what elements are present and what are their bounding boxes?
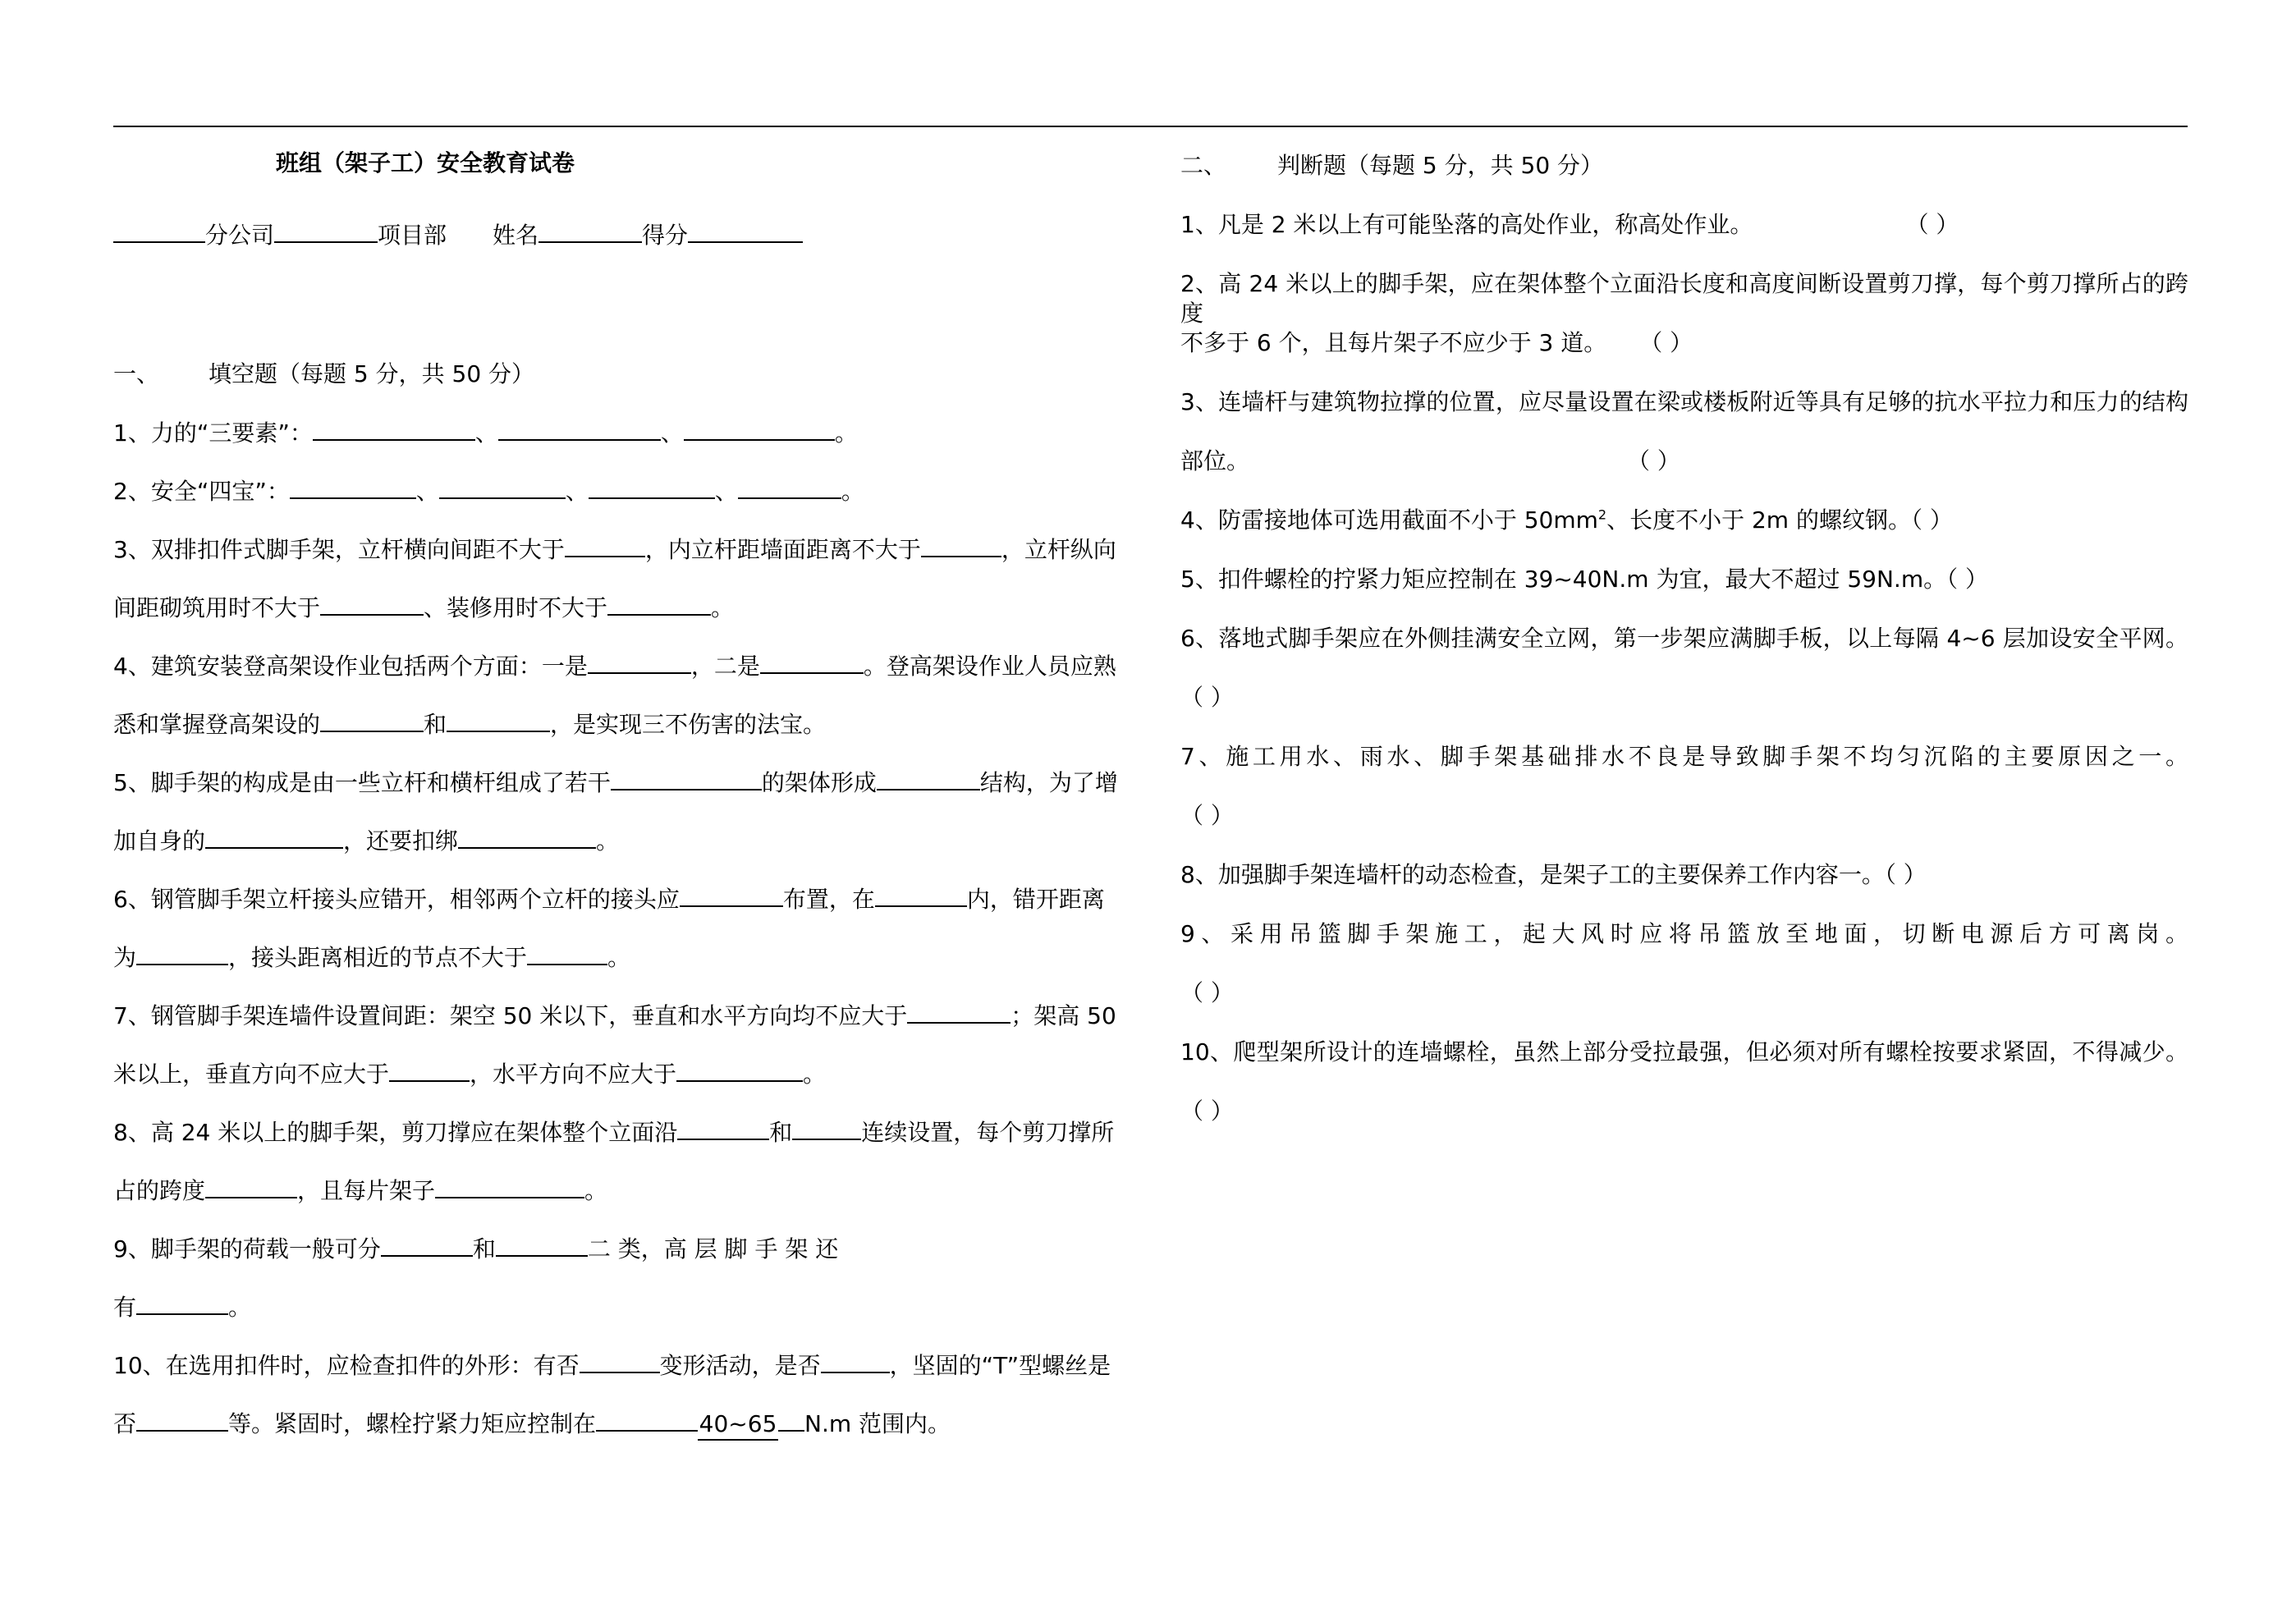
section1-number: 一、 xyxy=(113,360,160,387)
fill-q10-blank2 xyxy=(821,1350,890,1373)
judge-q4-superscript: 2 xyxy=(1597,506,1607,523)
fill-q10-text: 变形活动，是否 xyxy=(659,1352,821,1379)
fill-q6-text: ，接头距离相近的节点不大于 xyxy=(228,944,528,971)
fill-q10-text: 等。紧固时，螺栓拧紧力矩应控制在 xyxy=(228,1410,597,1437)
fill-q10-text: N.m 范围内。 xyxy=(804,1410,951,1437)
fill-q5-blank1 xyxy=(611,768,762,790)
judge-q9-line1: 9、采用吊篮脚手架施工，起大风时应将吊篮放至地面，切断电源后方可离岗。 xyxy=(1180,920,2188,947)
fill-q8-text: 8、高 24 米以上的脚手架，剪刀撑应在架体整个立面沿 xyxy=(113,1119,678,1146)
fill-q3-blank4 xyxy=(607,593,711,616)
judge-q8 xyxy=(1180,860,2188,890)
judge-q6-line2 xyxy=(1180,683,2188,713)
fill-q4-line2 xyxy=(113,709,1121,739)
fill-q2-sep: 、 xyxy=(714,478,738,505)
fill-q2-end: 。 xyxy=(841,478,864,505)
fill-q3-end: 。 xyxy=(711,594,735,621)
fill-q1-blank2 xyxy=(498,418,661,441)
judge-q5-text: 5、扣件螺栓的拧紧力矩应控制在 39~40N.m 为宜，最大不超过 59N.m。 xyxy=(1180,566,1947,593)
judge-q2-line1: 2、高 24 米以上的脚手架，应在架体整个立面沿长度和高度间断设置剪刀撑，每个剪刀撑所占的跨度 xyxy=(1180,270,2188,327)
fill-q6-end: 。 xyxy=(607,944,631,971)
fill-q7-text: 米以上，垂直方向不应大于 xyxy=(113,1061,390,1088)
fill-q9-blank2 xyxy=(496,1234,588,1257)
judge-q3-line2 xyxy=(1180,447,2188,476)
fill-q4-blank2 xyxy=(760,651,864,674)
fill-q2 xyxy=(113,476,1121,506)
fill-q1 xyxy=(113,418,1121,447)
fill-q1-end: 。 xyxy=(834,419,858,447)
judge-q6-paren: （ ） xyxy=(1180,684,1234,711)
fill-q5-text: 加自身的 xyxy=(113,827,206,855)
fill-q6-blank4 xyxy=(527,942,607,965)
fill-q9-end: 。 xyxy=(228,1294,252,1321)
fill-q10-line2 xyxy=(113,1409,1121,1438)
judge-q5-paren: （ ） xyxy=(1946,566,1989,593)
fill-q5-text: ，还要扣绑 xyxy=(343,827,459,855)
judge-q9-line2 xyxy=(1180,978,2188,1008)
fill-q3-text: 间距砌筑用时不大于 xyxy=(113,594,321,621)
fill-q3-text: 3、双排扣件式脚手架，立杆横向间距不大于 xyxy=(113,536,565,563)
fill-q10-blank1 xyxy=(580,1350,660,1373)
branch-label: 分公司 xyxy=(205,222,275,249)
fill-q9-blank1 xyxy=(381,1234,473,1257)
section2-title: 判断题（每题 5 分，共 50 分） xyxy=(1277,152,1604,179)
score-label: 得分 xyxy=(642,222,689,249)
fill-q8-blank1 xyxy=(677,1117,769,1140)
judge-q1 xyxy=(1180,210,2188,240)
fill-q2-sep: 、 xyxy=(565,478,589,505)
judge-q10-line2 xyxy=(1180,1097,2188,1126)
header-fields xyxy=(113,220,1121,250)
section1-heading xyxy=(113,360,1121,389)
fill-q8-end: 。 xyxy=(584,1177,608,1204)
fill-q4-text: 4、建筑安装登高架设作业包括两个方面：一是 xyxy=(113,653,588,680)
section1-title: 填空题（每题 5 分，共 50 分） xyxy=(209,360,535,387)
judge-q6-line1: 6、落地式脚手架应在外侧挂满安全立网，第一步架应满脚手板，以上每隔 4~6 层加设安全平网。 xyxy=(1180,625,2188,652)
fill-q5-end: 。 xyxy=(596,827,620,855)
fill-q3-blank1 xyxy=(565,534,645,557)
fill-q5-line1 xyxy=(113,768,1121,797)
fill-q8-text: 占的跨度 xyxy=(113,1177,206,1204)
fill-q8-line2 xyxy=(113,1175,1121,1205)
fill-q7-end: 。 xyxy=(803,1061,827,1088)
fill-q2-blank4 xyxy=(738,476,841,499)
project-blank xyxy=(274,220,378,243)
branch-blank xyxy=(113,220,205,243)
fill-q10-answer: 40~65 xyxy=(698,1409,778,1441)
fill-q5-line2 xyxy=(113,826,1121,855)
top-rule xyxy=(113,126,2188,127)
fill-q9-line2 xyxy=(113,1292,1121,1322)
fill-q7-text: ；架高 50 xyxy=(1011,1002,1116,1029)
judge-q7-paren: （ ） xyxy=(1180,802,1234,829)
fill-q7-text: ，水平方向不应大于 xyxy=(470,1061,677,1088)
fill-q9-text: 9、脚手架的荷载一般可分 xyxy=(113,1235,381,1262)
fill-q10-text: 否 xyxy=(113,1410,137,1437)
fill-q7-line2 xyxy=(113,1059,1121,1088)
fill-q5-text: 5、脚手架的构成是由一些立杆和横杆组成了若干 xyxy=(113,769,611,796)
section2-heading xyxy=(1180,151,2188,181)
fill-q3-blank3 xyxy=(320,593,424,616)
fill-q6-blank2 xyxy=(875,884,967,907)
judge-q9-paren: （ ） xyxy=(1180,979,1234,1006)
fill-q1-sep: 、 xyxy=(474,419,498,447)
fill-q10-text: ，坚固的“T”型螺丝是 xyxy=(889,1352,1111,1379)
fill-q5-blank3 xyxy=(205,826,343,849)
fill-q9-line1 xyxy=(113,1234,1121,1263)
fill-q6-blank3 xyxy=(136,942,228,965)
fill-q2-blank3 xyxy=(589,476,715,499)
judge-q1-text: 1、凡是 2 米以上有可能坠落的高处作业，称高处作业。 xyxy=(1180,211,1753,238)
judge-q1-paren: （ ） xyxy=(1905,211,1959,238)
fill-q6-line2 xyxy=(113,942,1121,972)
fill-q6-text: 为 xyxy=(113,944,137,971)
fill-q3-text: 、装修用时不大于 xyxy=(424,594,608,621)
name-label: 姓名 xyxy=(493,222,539,249)
fill-q4-blank4 xyxy=(447,709,550,732)
fill-q6-blank1 xyxy=(680,884,783,907)
project-label: 项目部 xyxy=(378,222,447,249)
fill-q9-text: 有 xyxy=(113,1294,137,1321)
fill-q7-blank2 xyxy=(389,1059,470,1082)
name-blank xyxy=(538,220,642,243)
fill-q7-blank3 xyxy=(676,1059,803,1082)
fill-q2-text: 2、安全“四宝”： xyxy=(113,478,290,505)
fill-q10-blank5 xyxy=(778,1409,804,1432)
judge-q4-paren: （ ） xyxy=(1911,506,1953,534)
judge-q7-line2 xyxy=(1180,801,2188,831)
judge-q4-text: 、长度不小于 2m 的螺纹钢。 xyxy=(1606,506,1911,534)
fill-q7-line1 xyxy=(113,1001,1121,1030)
fill-q3-blank2 xyxy=(921,534,1001,557)
fill-q9-text: 二 类，高 层 脚 手 架 还 xyxy=(587,1235,839,1262)
fill-q8-blank4 xyxy=(435,1175,584,1198)
fill-q10-blank4 xyxy=(596,1409,698,1432)
fill-q3-text: ，立杆纵向 xyxy=(1001,536,1116,563)
judge-q8-text: 8、加强脚手架连墙杆的动态检查，是架子工的主要保养工作内容一。 xyxy=(1180,861,1885,888)
fill-q8-text: 和 xyxy=(769,1119,793,1146)
fill-q4-blank3 xyxy=(320,709,424,732)
fill-q6-text: 6、钢管脚手架立杆接头应错开，相邻两个立杆的接头应 xyxy=(113,886,680,913)
fill-q7-text: 7、钢管脚手架连墙件设置间距：架空 50 米以下，垂直和水平方向均不应大于 xyxy=(113,1002,908,1029)
judge-q2-paren: （ ） xyxy=(1639,329,1693,356)
fill-q2-sep: 、 xyxy=(415,478,439,505)
fill-q10-blank3 xyxy=(136,1409,228,1432)
fill-q4-text: ，是实现三不伤害的法宝。 xyxy=(550,711,827,738)
fill-q4-text: 。登高架设作业人员应熟 xyxy=(863,653,1116,680)
judge-q8-paren: （ ） xyxy=(1884,861,1927,888)
fill-q4-blank1 xyxy=(588,651,691,674)
fill-q8-text: ，且每片架子 xyxy=(297,1177,436,1204)
fill-q8-blank2 xyxy=(792,1117,861,1140)
fill-q1-blank1 xyxy=(313,418,475,441)
paper-title: 班组（架子工）安全教育试卷 xyxy=(275,149,575,176)
fill-q1-text: 1、力的“三要素”： xyxy=(113,419,313,447)
judge-q7-line1: 7、施工用水、雨水、脚手架基础排水不良是导致脚手架不均匀沉陷的主要原因之一。 xyxy=(1180,743,2188,770)
fill-q3-line1 xyxy=(113,534,1121,564)
fill-q9-blank3 xyxy=(136,1292,228,1315)
fill-q3-text: ，内立杆距墙面距离不大于 xyxy=(644,536,921,563)
fill-q2-blank2 xyxy=(439,476,566,499)
fill-q5-blank2 xyxy=(877,768,980,790)
fill-q8-text: 连续设置，每个剪刀撑所 xyxy=(861,1119,1115,1146)
section2-number: 二、 xyxy=(1180,152,1227,179)
fill-q5-text: 的架体形成 xyxy=(761,769,877,796)
fill-q3-line2 xyxy=(113,593,1121,622)
fill-q10-line1 xyxy=(113,1350,1121,1380)
judge-q4-text: 4、防雷接地体可选用截面不小于 50mm xyxy=(1180,506,1598,534)
fill-q5-blank4 xyxy=(458,826,596,849)
fill-q8-line1 xyxy=(113,1117,1121,1147)
score-blank xyxy=(688,220,803,243)
fill-q1-sep: 、 xyxy=(660,419,684,447)
fill-q7-blank1 xyxy=(907,1001,1011,1024)
fill-q4-text: 悉和掌握登高架设的 xyxy=(113,711,321,738)
fill-q10-text: 10、在选用扣件时，应检查扣件的外形：有否 xyxy=(113,1352,580,1379)
fill-q4-text: 和 xyxy=(424,711,447,738)
fill-q6-line1 xyxy=(113,884,1121,914)
judge-q2-text: 不多于 6 个，且每片架子不应少于 3 道。 xyxy=(1180,329,1607,356)
fill-q4-line1 xyxy=(113,651,1121,680)
judge-q2-line2 xyxy=(1180,328,2188,358)
judge-q10-line1: 10、爬型架所设计的连墙螺栓，虽然上部分受拉最强，但必须对所有螺栓按要求紧固，不得减少。 xyxy=(1180,1038,2188,1065)
fill-q8-blank3 xyxy=(205,1175,297,1198)
judge-q3-paren: （ ） xyxy=(1627,447,1680,474)
judge-q4 xyxy=(1180,506,2188,535)
judge-q5 xyxy=(1180,565,2188,594)
fill-q5-text: 结构，为了增 xyxy=(979,769,1118,796)
fill-q4-text: ，二是 xyxy=(690,653,760,680)
judge-q3-line1: 3、连墙杆与建筑物拉撑的位置，应尽量设置在梁或楼板附近等具有足够的抗水平拉力和压力的结构 xyxy=(1180,388,2188,415)
fill-q2-blank1 xyxy=(290,476,416,499)
fill-q6-text: 内，错开距离 xyxy=(966,886,1105,913)
judge-q3-text: 部位。 xyxy=(1180,447,1250,474)
fill-q9-text: 和 xyxy=(472,1235,496,1262)
judge-q10-paren: （ ） xyxy=(1180,1097,1234,1125)
fill-q1-blank3 xyxy=(684,418,835,441)
fill-q6-text: 布置，在 xyxy=(782,886,875,913)
